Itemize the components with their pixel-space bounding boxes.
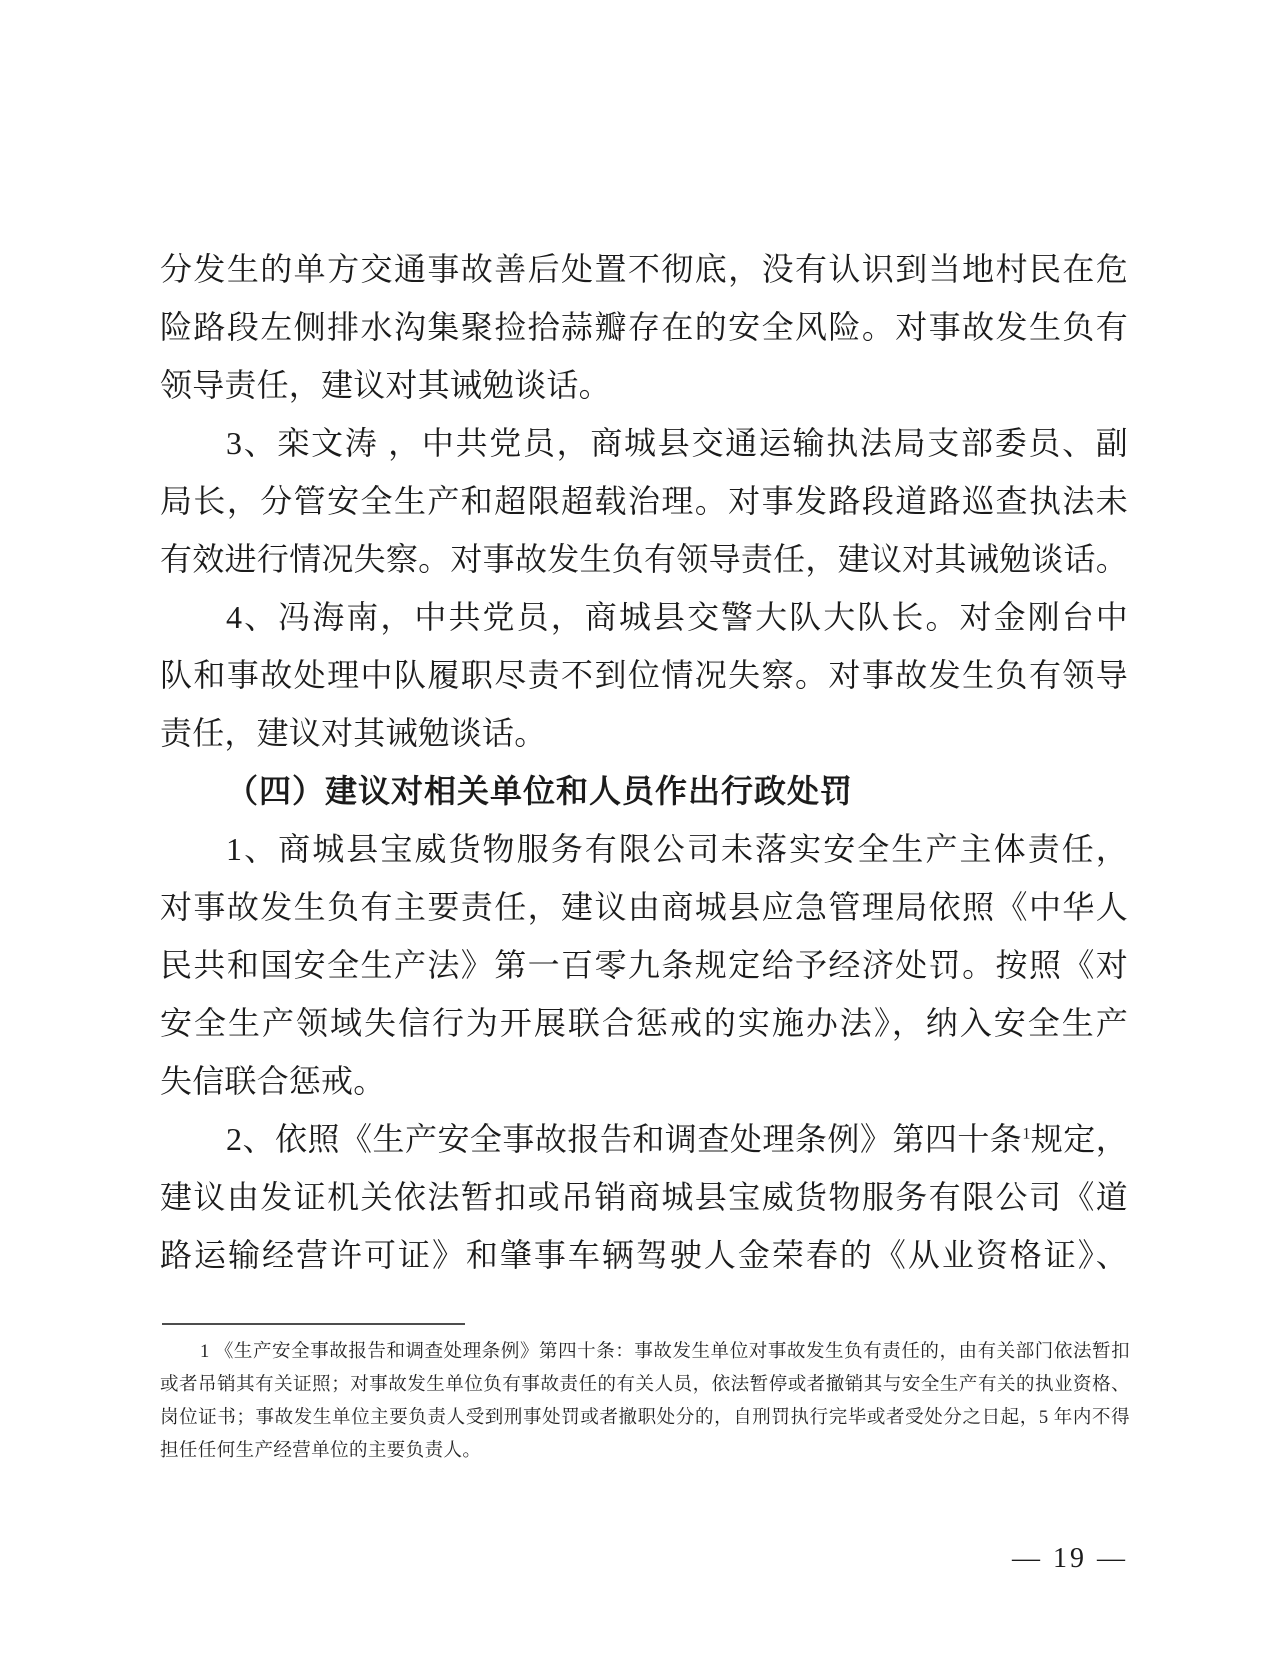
body-line: 失信联合惩戒。 bbox=[160, 1063, 386, 1099]
document-body bbox=[160, 240, 1128, 1284]
body-line: 1、商城县宝威货物服务有限公司未落实安全生产主体责任， bbox=[226, 831, 1128, 867]
body-line: 4、冯海南，中共党员，商城县交警大队大队长。对金刚台中 bbox=[226, 599, 1128, 635]
footnote-line: 岗位证书；事故发生单位主要负责人受到刑事处罚或者撤职处分的，自刑罚执行完毕或者受处分之日起，5 年内不得 bbox=[160, 1408, 1130, 1428]
footnote-block bbox=[160, 1336, 1130, 1468]
body-line: 队和事故处理中队履职尽责不到位情况失察。对事故发生负有领导 bbox=[160, 657, 1128, 693]
body-line: 民共和国安全生产法》第一百零九条规定给予经济处罚。按照《对 bbox=[160, 947, 1128, 983]
body-line: 有效进行情况失察。对事故发生负有领导责任，建议对其诫勉谈话。 bbox=[160, 541, 1128, 577]
body-line: 局长，分管安全生产和超限超载治理。对事发路段道路巡查执法未 bbox=[160, 483, 1128, 519]
body-line: 路运输经营许可证》和肇事车辆驾驶人金荣春的《从业资格证》、 bbox=[160, 1237, 1128, 1273]
body-line: 建议由发证机关依法暂扣或吊销商城县宝威货物服务有限公司《道 bbox=[160, 1179, 1128, 1215]
body-line: 责任，建议对其诫勉谈话。 bbox=[160, 715, 547, 751]
body-line: 对事故发生负有主要责任，建议由商城县应急管理局依照《中华人 bbox=[160, 889, 1128, 925]
footnote-separator bbox=[162, 1323, 465, 1325]
body-line: 安全生产领域失信行为开展联合惩戒的实施办法》，纳入安全生产 bbox=[160, 1005, 1128, 1041]
footnote-line: 担任任何生产经营单位的主要负责人。 bbox=[160, 1441, 482, 1461]
footnote-line: 或者吊销其有关证照；对事故发生单位负有事故责任的有关人员，依法暂停或者撤销其与安全生产有关的执业资格、 bbox=[160, 1375, 1130, 1395]
section-heading: （四）建议对相关单位和人员作出行政处罚 bbox=[226, 773, 854, 809]
body-line: 险路段左侧排水沟集聚捡拾蒜瓣存在的安全风险。对事故发生负有 bbox=[160, 309, 1128, 345]
body-line: 分发生的单方交通事故善后处置不彻底，没有认识到当地村民在危 bbox=[160, 251, 1128, 287]
body-line: 领导责任，建议对其诫勉谈话。 bbox=[160, 367, 611, 403]
page-number: — 19 — bbox=[1012, 1543, 1128, 1574]
footnote-line: 1 《生产安全事故报告和调查处理条例》第四十条：事故发生单位对事故发生负有责任的，由有关部门依法暂扣 bbox=[200, 1342, 1130, 1362]
body-line: 3、栾文涛 ，中共党员，商城县交通运输执法局支部委员、副 bbox=[226, 425, 1128, 461]
footnote-reference-superscript: 1 bbox=[1022, 1125, 1031, 1143]
body-line: 2、依照《生产安全事故报告和调查处理条例》第四十条$^1$规定， bbox=[226, 1121, 1128, 1157]
